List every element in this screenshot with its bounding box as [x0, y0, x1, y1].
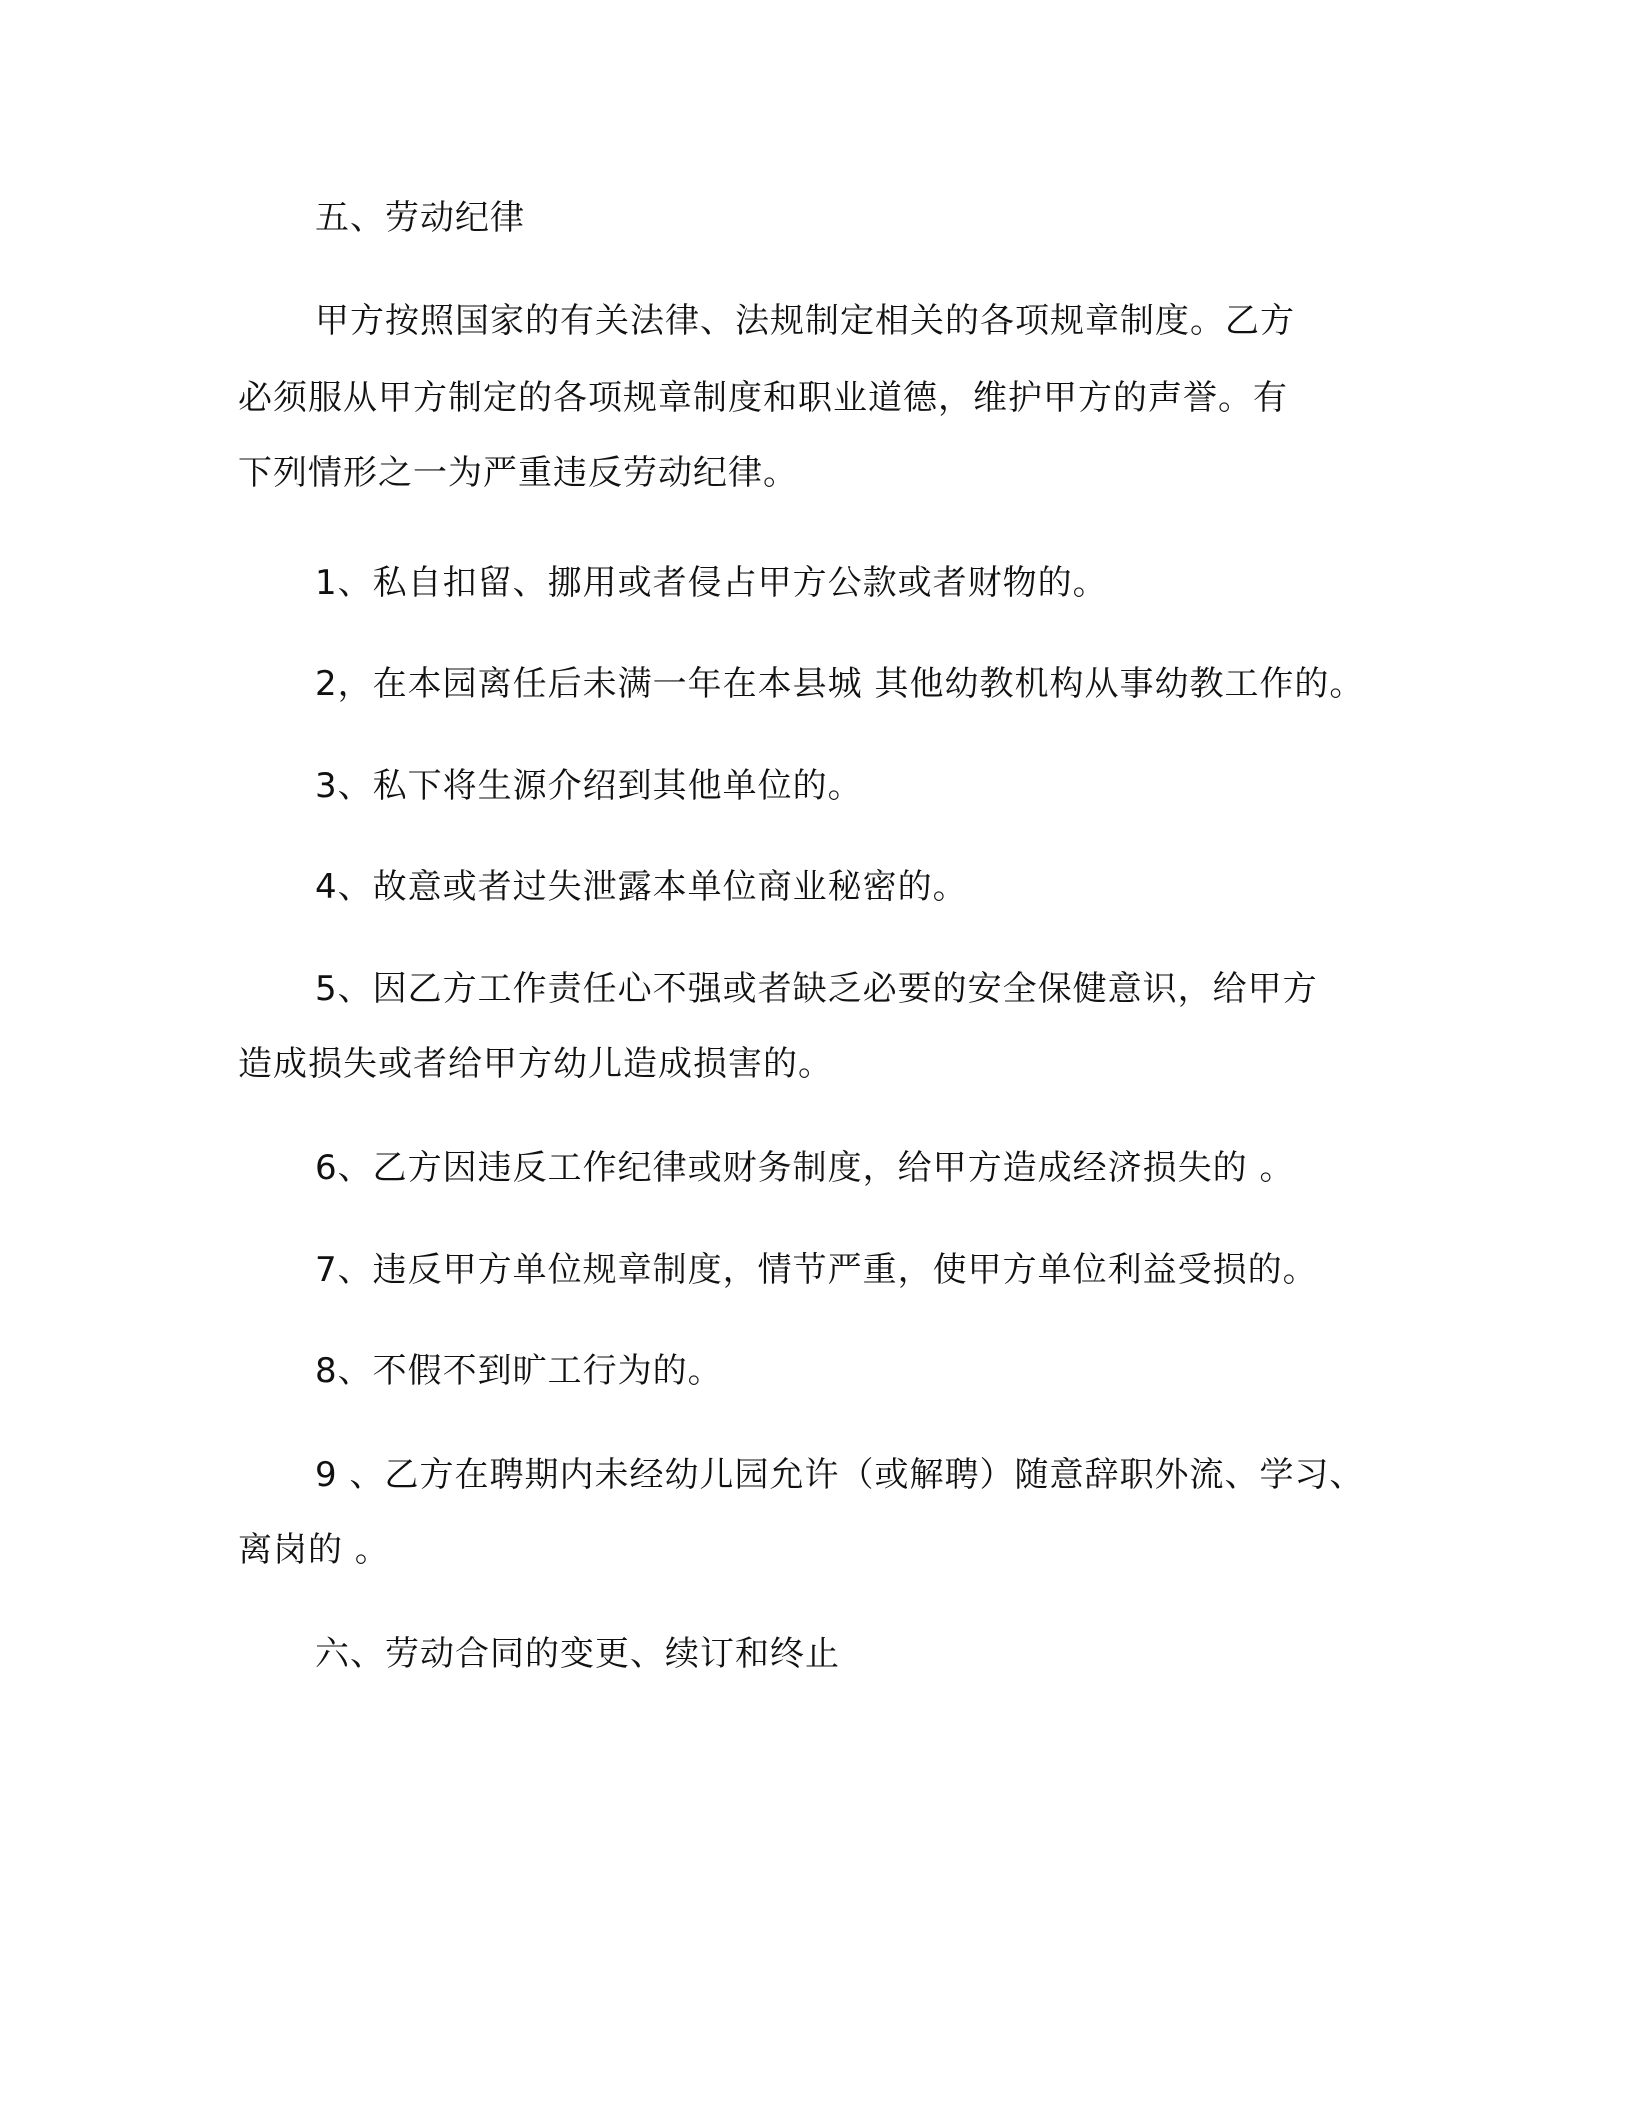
list-item: 1、私自扣留、挪用或者侵占甲方公款或者财物的。 [315, 563, 1108, 603]
list-item: 3、私下将生源介绍到其他单位的。 [315, 766, 863, 806]
list-item: 2，在本园离任后未满一年在本县城 其他幼教机构从事幼教工作的。 [315, 664, 1365, 704]
list-item-line: 5、因乙方工作责任心不强或者缺乏必要的安全保健意识，给甲方 [315, 969, 1318, 1009]
list-item: 4、故意或者过失泄露本单位商业秘密的。 [315, 867, 968, 907]
paragraph-line: 下列情形之一为严重违反劳动纪律。 [238, 453, 798, 493]
paragraph-line: 必须服从甲方制定的各项规章制度和职业道德，维护甲方的声誉。有 [238, 378, 1288, 418]
list-item: 7、违反甲方单位规章制度，情节严重，使甲方单位利益受损的。 [315, 1250, 1318, 1290]
list-item: 6、乙方因违反工作纪律或财务制度，给甲方造成经济损失的 。 [315, 1148, 1295, 1188]
section-heading-6: 六、劳动合同的变更、续订和终止 [315, 1634, 840, 1674]
list-item-line: 离岗的 。 [238, 1530, 390, 1570]
list-item-line: 9 、乙方在聘期内未经幼儿园允许（或解聘）随意辞职外流、学习、 [315, 1455, 1365, 1495]
paragraph-line: 甲方按照国家的有关法律、法规制定相关的各项规章制度。乙方 [315, 301, 1295, 341]
list-item: 8、不假不到旷工行为的。 [315, 1351, 723, 1391]
list-item-line: 造成损失或者给甲方幼儿造成损害的。 [238, 1044, 833, 1084]
section-heading-5: 五、劳动纪律 [315, 198, 525, 238]
